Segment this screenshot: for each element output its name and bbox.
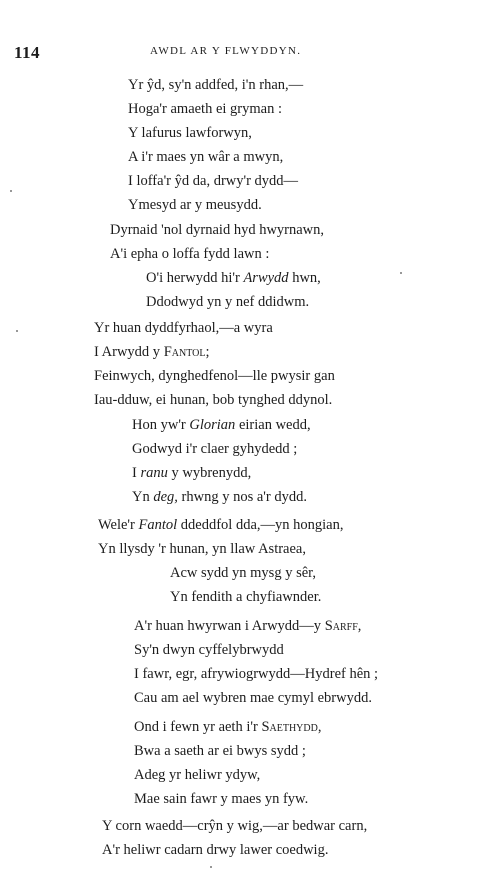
running-title: AWDL AR Y FLWYDDYN.	[150, 45, 302, 57]
poem-line: I ranu y wybrenydd,	[132, 465, 252, 481]
poem-line: Ymesyd ar y meusydd.	[128, 197, 262, 213]
poem-line: Yr ŷd, sy'n addfed, i'n rhan,—	[128, 77, 304, 93]
poem-line: Y lafurus lawforwyn,	[128, 125, 252, 141]
poem-line: O'i herwydd hi'r Arwydd hwn,	[146, 270, 321, 286]
poem-line: Yn fendith a chyfiawnder.	[170, 589, 322, 605]
poem-line: Acw sydd yn mysg y sêr,	[170, 565, 317, 581]
poem-line: A'r huan hwyrwan i Arwydd—y Sarff,	[134, 618, 362, 634]
paper-speck	[16, 330, 18, 332]
poem-line: Yn deg, rhwng y nos a'r dydd.	[132, 489, 307, 505]
paper-speck	[10, 190, 12, 192]
poem-line: A'i epha o loffa fydd lawn :	[110, 246, 270, 262]
poem-line: Dyrnaid 'nol dyrnaid hyd hwyrnawn,	[110, 222, 325, 238]
poem-line: A'r heliwr cadarn drwy lawer coedwig.	[102, 842, 329, 858]
poem-line: Ddodwyd yn y nef ddidwm.	[146, 294, 310, 310]
poem-line: I Arwydd y Fantol;	[94, 344, 210, 360]
poem-line: Godwyd i'r claer gyhydedd ;	[132, 441, 298, 457]
poem-line: Y corn waedd—crŷn y wig,—ar bedwar carn,	[102, 818, 368, 834]
poem-line: Yn llysdy 'r hunan, yn llaw Astraea,	[98, 541, 306, 557]
poem-line: Sy'n dwyn cyffelybrwydd	[134, 642, 284, 658]
poem-line: Hon yw'r Glorian eirian wedd,	[132, 417, 311, 433]
poem-line: Iau-dduw, ei hunan, bob tynghed ddynol.	[94, 392, 333, 408]
poem-line: Bwa a saeth ar ei bwys sydd ;	[134, 743, 306, 759]
poem-line: A i'r maes yn wâr a mwyn,	[128, 149, 284, 165]
poem-line: Feinwych, dynghedfenol—lle pwysir gan	[94, 368, 335, 384]
poem-line: Hoga'r amaeth ei gryman :	[128, 101, 282, 117]
page-number: 114	[14, 43, 41, 62]
poem-line: Adeg yr heliwr ydyw,	[134, 767, 261, 783]
paper-speck	[210, 866, 212, 868]
poem-line: Ond i fewn yr aeth i'r Saethydd,	[134, 719, 322, 735]
poem-line: I fawr, egr, afrywiogrwydd—Hydref hên ;	[134, 666, 379, 682]
paper-speck	[400, 272, 402, 274]
poem-line: Cau am ael wybren mae cymyl ebrwydd.	[134, 690, 372, 706]
poem-line: Yr huan dyddfyrhaol,—a wyra	[94, 320, 273, 336]
poem-line: Mae sain fawr y maes yn fyw.	[134, 791, 309, 807]
poem-line: I loffa'r ŷd da, drwy'r dydd—	[128, 173, 299, 189]
poem-line: Wele'r Fantol ddeddfol dda,—yn hongian,	[98, 517, 344, 533]
